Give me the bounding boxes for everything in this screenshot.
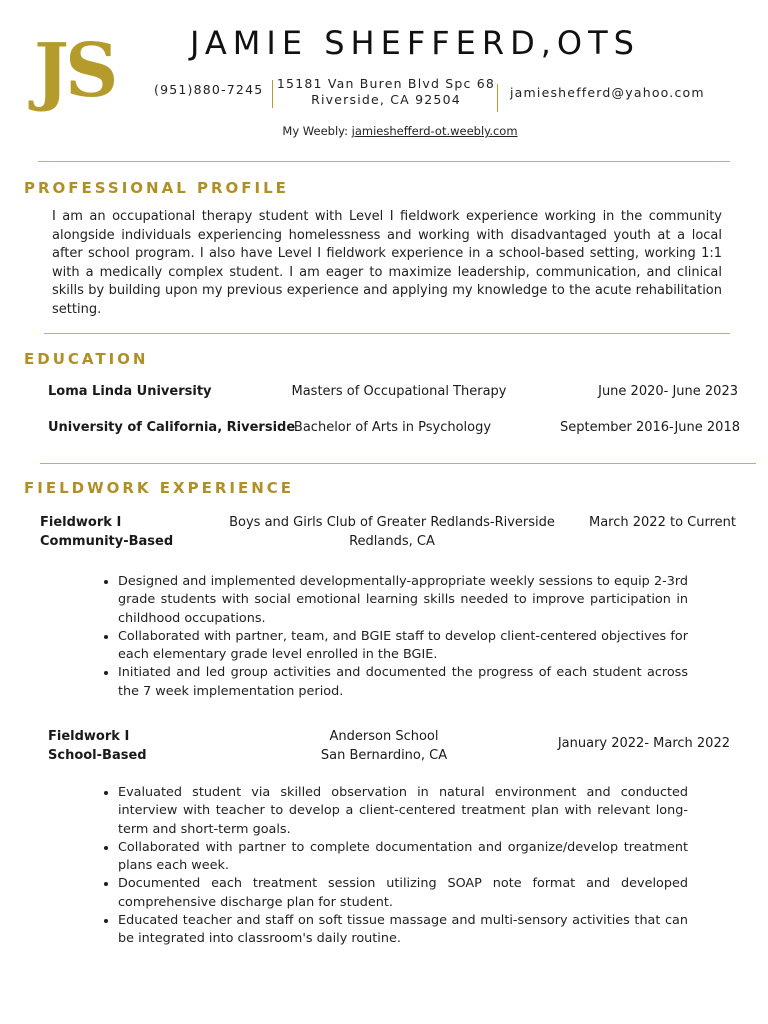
fieldwork-1-org — [222, 513, 562, 551]
weebly-link[interactable]: jamieshefferd-ot.weebly.com — [351, 124, 518, 138]
fieldwork-2-org-line-2: San Bernardino, CA — [320, 748, 448, 763]
weebly-line — [200, 124, 600, 138]
address-line-1: 15181 Van Buren Blvd Spc 68 — [276, 76, 496, 91]
education-degree-1: Masters of Occupational Therapy — [291, 384, 507, 399]
education-dates-2: September 2016-June 2018 — [559, 420, 740, 435]
fieldwork-2-bullets — [100, 784, 688, 949]
fieldwork-2-role — [48, 727, 147, 765]
fieldwork-1-dates: March 2022 to Current — [589, 515, 736, 530]
fieldwork-1-bullets — [100, 573, 688, 701]
education-school-1: Loma Linda University — [48, 384, 212, 399]
email-address[interactable]: jamieshefferd@yahoo.com — [510, 85, 705, 100]
fieldwork-2-role-line-1: Fieldwork I — [48, 729, 130, 744]
list-item: • Collaborated with partner, team, and BGIE staff to develop client-centered objectives for each elementary grade level enrolled in the BGIE. — [118, 628, 688, 665]
fieldwork-2-org — [284, 727, 484, 765]
address — [276, 76, 496, 108]
candidate-name: JAMIE SHEFFERD,OTS — [190, 24, 640, 62]
profile-rule — [44, 333, 730, 334]
monogram-logo: JS — [34, 28, 115, 114]
fieldwork-1-org-line-1: Boys and Girls Club of Greater Redlands-Riverside — [229, 515, 555, 530]
fieldwork-2-role-line-2: School-Based — [48, 748, 147, 763]
education-heading: EDUCATION — [24, 350, 149, 368]
fieldwork-1-role-line-2: Community-Based — [40, 534, 174, 549]
divider-2 — [497, 84, 498, 112]
list-item: • Evaluated student via skilled observation in natural environment and conducted interview with teacher to develop a client-centered treatment plan with relevant long-term and short-term goals. — [118, 784, 688, 839]
education-rule — [40, 463, 756, 464]
fieldwork-1-org-line-2: Redlands, CA — [349, 534, 435, 549]
header-rule — [38, 161, 730, 162]
list-item: • Documented each treatment session utilizing SOAP note format and developed comprehensive discharge plan for student. — [118, 875, 688, 912]
education-dates-1: June 2020- June 2023 — [598, 384, 738, 399]
education-school-2: University of California, Riverside — [48, 420, 296, 435]
fieldwork-2-org-line-1: Anderson School — [329, 729, 439, 744]
address-line-2: Riverside, CA 92504 — [311, 92, 461, 107]
divider-1 — [272, 80, 273, 108]
list-item: • Designed and implemented developmentally-appropriate weekly sessions to equip 2-3rd grade students with social emotional learning skills needed to improve participation in childhood occupations. — [118, 573, 688, 628]
fieldwork-heading: FIELDWORK EXPERIENCE — [24, 479, 295, 497]
list-item: • Collaborated with partner to complete documentation and organize/develop treatment plans each week. — [118, 839, 688, 876]
fieldwork-2-dates: January 2022- March 2022 — [557, 736, 730, 751]
profile-text: I am an occupational therapy student with Level I fieldwork experience working in the community alongside individuals experiencing homelessness and working with disadvantaged youth at a local after school program. I also have Level I fieldwork experience in a school-based setting, working 1:1 with a medically complex student. I am eager to maximize leadership, communication, and clinical skills by building upon my previous experience and applying my knowledge to the acute rehabilitation setting. — [52, 209, 722, 317]
list-item: • Educated teacher and staff on soft tissue massage and multi-sensory activities that can be integrated into classroom's daily routine. — [118, 912, 688, 949]
list-item: • Initiated and led group activities and documented the progress of each student across the 7 week implementation period. — [118, 664, 688, 701]
education-degree-2: Bachelor of Arts in Psychology — [293, 420, 492, 435]
profile-heading: PROFESSIONAL PROFILE — [24, 179, 289, 197]
phone-number: (951)880-7245 — [154, 82, 264, 97]
weebly-label: My Weebly: — [282, 124, 352, 138]
fieldwork-1-role-line-1: Fieldwork I — [40, 515, 122, 530]
fieldwork-1-role — [40, 513, 173, 551]
